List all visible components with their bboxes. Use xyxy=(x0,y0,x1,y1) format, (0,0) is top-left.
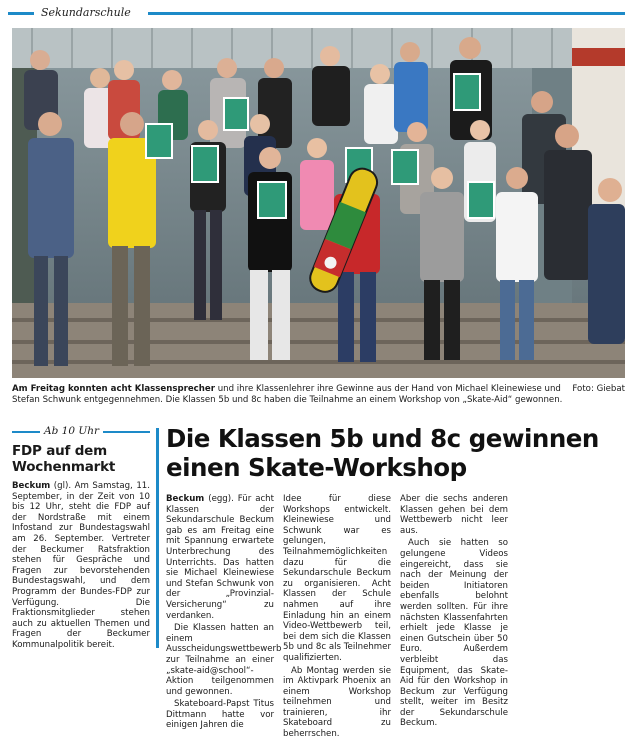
section-rule-right xyxy=(148,12,625,15)
article-paragraph: Auch sie hatten so gelungene Videos eingereicht, dass sie nach der Meinung der beiden Initiatoren ebenfalls belohnt werden sollten. Für ihre nächsten Klassenfahrten erhielt jede Klasse je einen Gutschein über 50 Euro. Außerdem verbleibt das Equipment, das Skate-Aid für den Workshop in Beckum zur Verfügung stellt, weiter im Besitz der Sekundarschule Beckum. xyxy=(400,538,508,729)
article-photo xyxy=(12,28,625,378)
article-paragraph-text: (egg). Für acht Klassen der Sekundarschule Beckum gab es am Freitag eine mit Spannung erwartete Unterbrechung des Unterrichts. Das hatten sie Michael Kleinewiese und Stefan Schwunk von der „Provinzial-Versicherung“ zu verdanken. xyxy=(166,494,274,621)
sidebar-dateline: Beckum xyxy=(12,481,51,491)
caption-lead: Am Freitag konnten acht Klassensprecher xyxy=(12,384,215,394)
photo-caption xyxy=(12,384,625,405)
article-body xyxy=(166,494,626,742)
sidebar-body xyxy=(12,481,150,651)
section-title: Sekundarschule xyxy=(41,6,131,19)
sidebar-kicker: Ab 10 Uhr xyxy=(40,425,103,437)
article-paragraph: Idee für diese Workshops entwickelt. Kleinewiese und Schwunk war es gelungen, Teilnahmemöglichkeiten dazu für die Sekundarschule Beckum zu organisieren. Acht Klassen der Schule nahmen auf ihre Einladung hin an einem Video-Wettbewerb teil, bei dem sich die Klassen 5b und 8c als Teilnehmer qualifizierten. xyxy=(283,494,391,663)
article-headline: Die Klassen 5b und 8c gewinnen einen Skate-Workshop xyxy=(166,424,599,482)
sidebar-headline: FDP auf dem Wochenmarkt xyxy=(12,443,116,475)
article-paragraph: Ab Montag werden sie im Aktivpark Phoenix an einem Workshop teilnehmen und trainieren, ihr Skateboard zu beherrschen. xyxy=(283,665,391,740)
article-paragraph: Skateboard-Papst Titus Dittmann hatte vor einigen Jahren die xyxy=(166,699,274,731)
section-rule-left xyxy=(8,12,34,15)
article-dateline: Beckum xyxy=(166,494,205,504)
group-photo-icon xyxy=(12,28,625,378)
sidebar-article xyxy=(12,425,150,651)
sidebar-body-text: (gl). Am Samstag, 11. September, in der Zeit von 10 bis 12 Uhr, steht die FDP auf der Nordstraße mit einem Infostand zur Bundestagswahl am 26. September. Vertreter der Beckumer Ratsfraktion stehen für Gespräche und Fragen zur bevorstehenden Bundestagswahl, und dem Programm der Bundes-FDP zur Verfügung. Die Fraktionsmitglieder stehen auch zu aktuellen Themen und Fragen der Beckumer Kommunalpolitik bereit. xyxy=(12,481,150,650)
column-divider xyxy=(156,428,159,648)
caption-text: und ihre Klassenlehrer ihre Gewinne aus der Hand von Michael Kleinewiese und Stefan Schwunk entgegennehmen. Die Klassen 5b und 8c haben die Teilnahme an einem Workshop von „Skate-Aid“ gewonnen. xyxy=(12,384,563,405)
article-column-2 xyxy=(283,494,391,742)
section-header xyxy=(8,6,625,20)
article-paragraph xyxy=(166,494,274,621)
photo-credit: Foto: Giebat xyxy=(572,384,625,394)
article-column-3 xyxy=(400,494,508,742)
article-column-1 xyxy=(166,494,282,742)
sidebar-kicker-row xyxy=(12,425,150,439)
article-paragraph: Die Klassen hatten an einem Ausscheidungswettbewerb zur Teilnahme an einer „skate-aid@school“-Aktion teilgenommen und gewonnen. xyxy=(166,623,282,697)
article-paragraph: Aber die sechs anderen Klassen gehen bei dem Wettbewerb nicht leer aus. xyxy=(400,494,508,536)
